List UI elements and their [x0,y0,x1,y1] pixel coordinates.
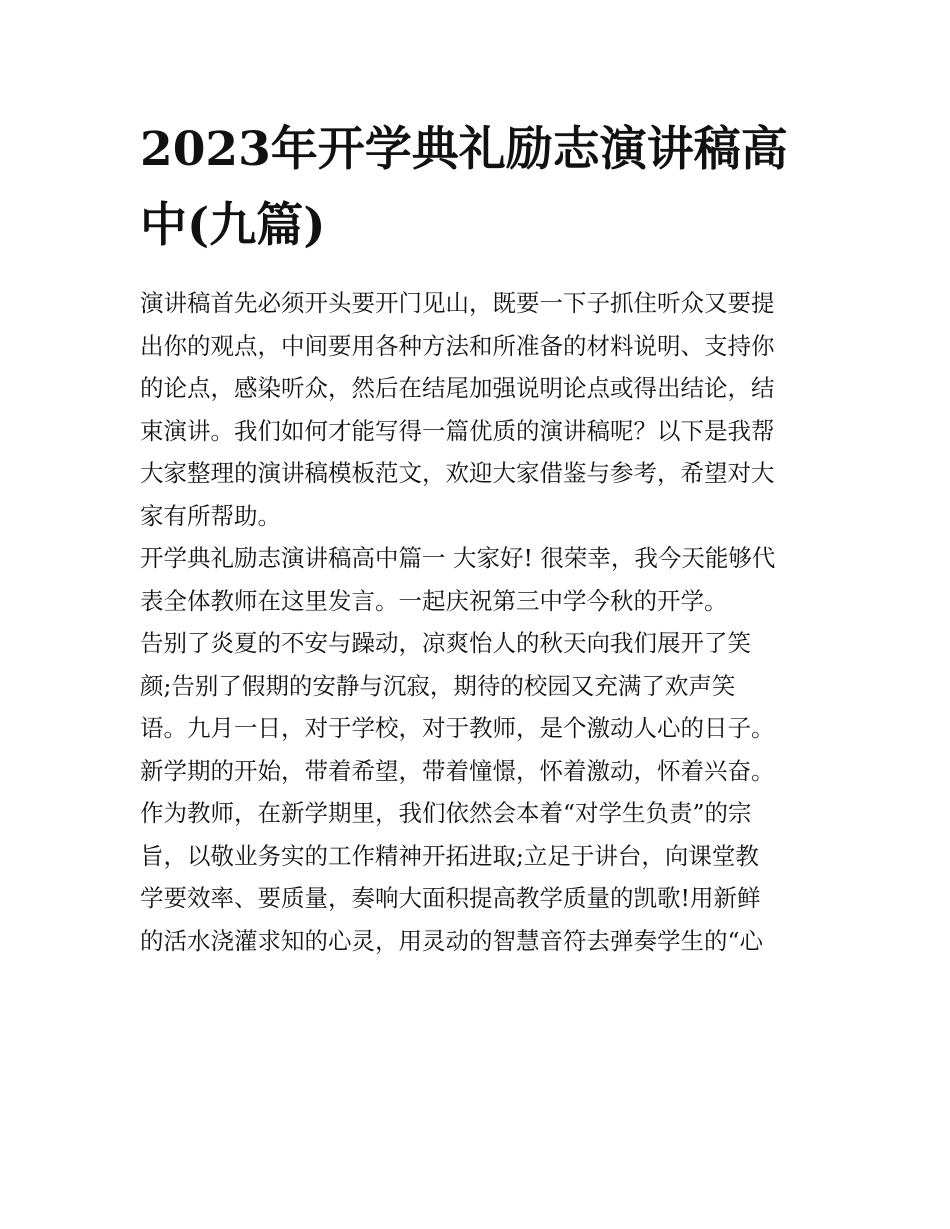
body-line: 学要效率、要质量，奏响大面积提高教学质量的凯歌!用新鲜 [140,884,761,912]
body-line: 旨，以敬业务实的工作精神开拓进取;立足于讲台，向课堂教 [140,841,759,870]
body-line: 作为教师，在新学期里，我们依然会本着“对学生负责”的宗 [140,799,752,827]
body-line: 颜;告别了假期的安静与沉寂，期待的校园又充满了欢声笑 [140,671,736,700]
title-line: 中(九篇) [140,198,326,253]
body-line: 大家整理的演讲稿模板范文，欢迎大家借鉴与参考，希望对大 [140,459,775,487]
body-line: 的论点，感染听众，然后在结尾加强说明论点或得出结论，结 [140,374,775,402]
body-line: 表全体教师在这里发言。一起庆祝第三中学今秋的开学。 [140,586,728,615]
body-line: 束演讲。我们如何才能写得一篇优质的演讲稿呢？以下是我帮 [140,416,775,445]
body-line: 开学典礼励志演讲稿高中篇一 大家好! 很荣幸，我今天能够代 [140,544,776,572]
document-title [140,112,820,264]
body-line: 出你的观点，中间要用各种方法和所准备的材料说明、支持你 [140,331,775,360]
body-line: 家有所帮助。 [140,501,281,530]
document-body [140,282,830,962]
title-line: 2023年开学典礼励志演讲稿高 [140,122,788,177]
body-line: 新学期的开始，带着希望，带着憧憬，怀着激动，怀着兴奋。 [140,756,775,785]
body-line: 语。九月一日，对于学校，对于教师，是个激动人心的日子。 [140,714,775,742]
body-line: 演讲稿首先必须开头要开门见山，既要一下子抓住听众又要提 [140,289,775,317]
body-line: 的活水浇灌求知的心灵，用灵动的智慧音符去弹奏学生的“心 [140,926,764,955]
body-line: 告别了炎夏的不安与躁动，凉爽怡人的秋天向我们展开了笑 [140,629,751,657]
